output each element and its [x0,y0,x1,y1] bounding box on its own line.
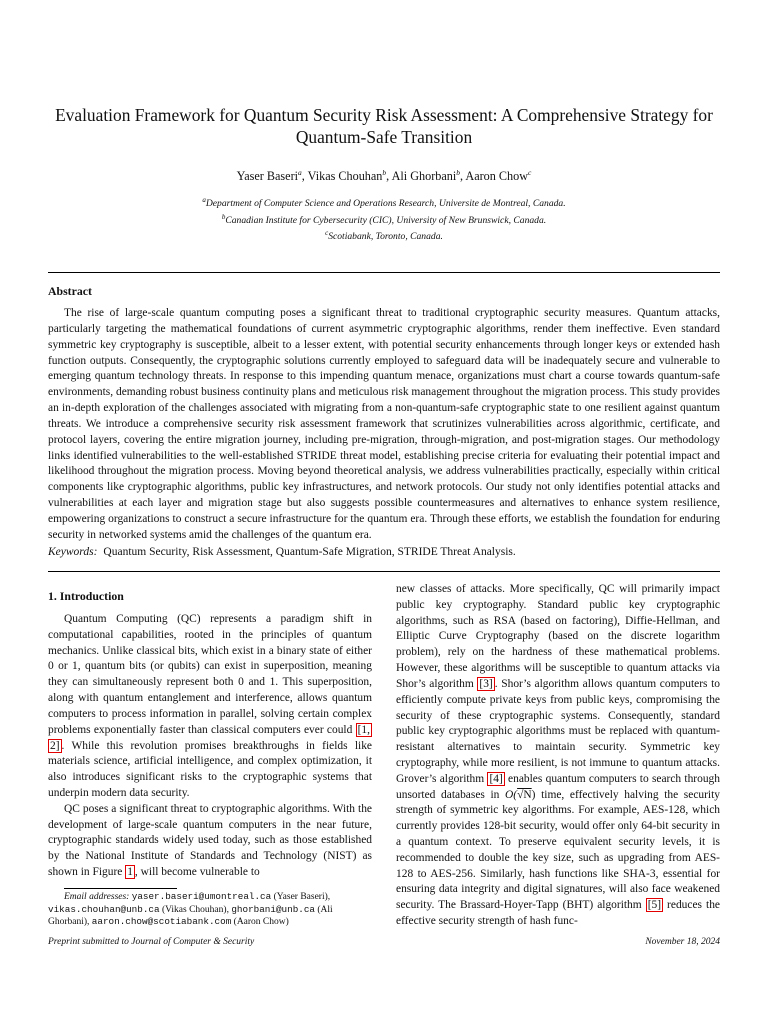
left-column [48,612,372,881]
divider [48,571,720,572]
email[interactable]: yaser.baseri@umontreal.ca [131,891,272,902]
author-name: Ali Ghorbani [391,169,457,184]
citation-link[interactable]: [1, [357,723,370,736]
affiliation: $^c$Scotiabank, Toronto, Canada. [325,229,443,243]
footnote-rule [64,888,177,889]
sqrt-n: √N [517,788,532,801]
citation-link[interactable]: [4] [489,772,503,785]
author-name: Yaser Baseri [236,169,299,184]
keywords-label: Keywords: [48,546,98,558]
keywords [48,546,516,558]
paragraph: new classes of attacks. More specifically, QC will primarily impact public key cryptography. Standard public key cryptographic algorithms, such as RSA (based on factoring), Diffie-Hellman, and Elliptic Curve Cryptography (based on the discrete logarithm problem), rely on the hardness of these mathematical problems. However, these algorithms will be susceptible to quantum attacks via Shor’s algorithm [3] . Shor’s algorithm allows quantum computers to efficiently compute private keys from public keys, compromising the security of these cryptographic systems. Consequently, standard public key cryptographic algorithms must be replaced with quantum-resistant alternatives to maintain security. Symmetric key cryptography, while more resilient, is not immune to quantum attacks. Grover’s algorithm [4] enables quantum computers to search through unsorted databases in O(√N) time, effectively halving the security strength of symmetric key algorithms. For example, AES-128, which currently provides 128-bit security, would offer only 64-bit security in a quantum context. To preserve equivalent security levels, it is recommended to double the key size, such as upgrading from AES-128 to AES-256. Similarly, hash functions like SHA-3, essential for ensuring data integrity and digital signatures, will also face weakened security. The Brassard-Hoyer-Tapp (BHT) algorithm [5] reduces the effective security strength of hash func- [396,583,721,928]
email[interactable]: aaron.chow@scotiabank.com [91,916,232,928]
paragraph: Quantum Computing (QC) represents a paradigm shift in computational capabilities, rooted in the principles of quantum mechanics. Unlike classical bits, which exist in a binary state of either 0 or 1, quantum bits (or qubits) can exist in superposition, meaning they can simultaneously represent both 0 and 1. This superposition, along with quantum entanglement and interference, allows quantum computers to process information in parallel, solving certain complex problems exponentially faster than classical computers ever could [1, 2] . While this revolution promises breakthroughs in fields like materials science, artificial intelligence, and complex optimization, it also introduces significant risks to the cryptographic systems that underpin modern data security. [48,613,372,799]
footnote: Email addresses: yaser.baseri@umontreal.ca (Yaser Baseri), vikas.chouhan@unb.ca (Vikas Chouhan), ghorbani@unb.ca (Ali Ghorbani), aaron.chow@scotiabank.com (Aaron Chow) [48,891,333,928]
email[interactable]: ghorbani@unb.ca [231,903,316,915]
paper-title: Evaluation Framework for Quantum Security Risk Assessment: A Comprehensive Strategy for Quantum-Safe Transition [55,105,713,147]
right-column [396,582,720,930]
abstract-text: The rise of large-scale quantum computing poses a significant threat to traditional cryptographic security measures. Quantum attacks, particularly targeting the mathematical foundations of current asymmetric cryptographic algorithms, render them ineffective. Even standard symmetric key cryptography is susceptible, albeit to a lesser extent, with potential security enhancements through longer keys or extended hash function outputs. Consequently, the cryptographic solutions currently employed to safeguard data will be inadequately secure and vulnerable to emerging quantum technology threats. In response to this impending quantum menace, organizations must chart a course towards quantum-safe environments, demanding robust business continuity plans and meticulous risk management throughout the migration process. This study provides an in-depth exploration of the challenges associated with migrating from a non-quantum-safe cryptographic state to one resilient against quantum threats. We introduce a comprehensive security risk assessment framework that scrutinizes vulnerabilities across algorithmic, certificate, and protocol layers, covering the entire migration journey, including pre-migration, through-migration, and post-migration stages. Our methodology links identified vulnerabilities to the well-established STRIDE threat model, establishing precise criteria for evaluating their potential impact and likelihood throughout the migration process. Moving beyond theoretical analysis, we address vulnerabilities practically, especially within critical components like cryptographic algorithms, public key infrastructures, and network protocols. Our study not only identifies potential attacks and vulnerabilities at each layer and migration stage but also suggests possible countermeasures and alternatives to enhance system resilience, empowering organizations to construct a secure infrastructure for the quantum era. Through these efforts, we establish the foundation for enduring security in networked systems amid the challenges of the quantum era. [48,307,720,541]
abstract-heading: Abstract [48,284,92,298]
divider [48,272,720,273]
affiliations [0,194,768,244]
keywords-text: Quantum Security, Risk Assessment, Quantum-Safe Migration, STRIDE Threat Analysis. [103,546,516,558]
author-name: Vikas Chouhan [307,169,383,184]
affiliation: $^b$Canadian Institute for Cybersecurity (CIC), University of New Brunswick, Canada. [221,212,547,226]
author-name: Aaron Chow [465,169,529,184]
figure-link[interactable]: 1 [127,866,133,878]
citation-link[interactable]: 2] [50,739,60,752]
paragraph: QC poses a significant threat to cryptographic algorithms. With the development of large-scale quantum computers in the near future, cryptographic standards widely used today, such as those established by the National Institute of Standards and Technology (NIST) as shown in Figure 1 , will become vulnerable to [48,802,372,878]
section-heading: 1. Introduction [48,589,124,603]
preprint-note: Preprint submitted to Journal of Computer & Security [48,937,255,947]
email[interactable]: vikas.chouhan@unb.ca [48,903,160,915]
date: November 18, 2024 [645,937,720,947]
affiliation: $^a$Department of Computer Science and Operations Research, Universite de Montreal, Canada. [202,196,566,210]
author-list: Yaser Baseri$^a$, Vikas Chouhan$^b$, Ali Ghorbani$^b$, Aaron Chow$^c$ [236,168,532,184]
citation-link[interactable]: [5] [647,899,662,912]
citation-link[interactable]: [3] [479,677,493,690]
